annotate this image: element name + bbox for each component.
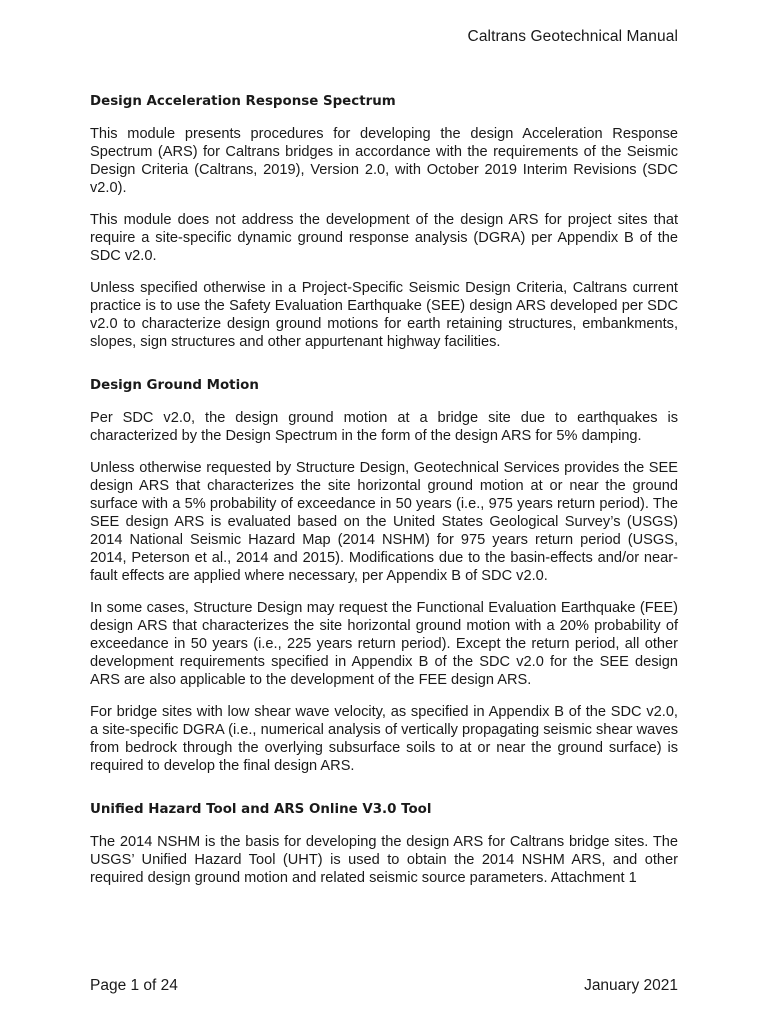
paragraph: Unless otherwise requested by Structure Design, Geotechnical Services provides the SEE design ARS that characterizes the site horizontal ground motion at or near the ground surface with a 5% probability of exceedance in 50 years (i.e., 975 years return period). The SEE design ARS is evaluated based on the United States Geological Survey’s (USGS) 2014 National Seismic Hazard Map (2014 NSHM) for 975 years return period (USGS, 2014, Peterson et al., 2014 and 2015). Modifications due to the basin-effects and/or near-fault effects are applied where necessary, per Appendix B of SDC v2.0. (90, 460, 678, 584)
paragraph: In some cases, Structure Design may request the Functional Evaluation Earthquake (FEE) design ARS that characterizes the site horizontal ground motion with a 20% probability of exceedance in 50 years (i.e., 225 years return period). Except the return period, all other development requirements specified in Appendix B of the SDC v2.0 for the SEE design ARS are also applicable to the development of the FEE design ARS. (90, 600, 678, 688)
page-content (90, 93, 678, 901)
section-heading: Design Ground Motion (90, 378, 259, 393)
paragraph: Unless specified otherwise in a Project-Specific Seismic Design Criteria, Caltrans current practice is to use the Safety Evaluation Earthquake (SEE) design ARS developed per SDC v2.0 to characterize design ground motions for earth retaining structures, embankments, slopes, sign structures and other appurtenant highway facilities. (90, 280, 678, 350)
section-design-ground-motion (90, 377, 678, 775)
paragraph: Per SDC v2.0, the design ground motion at a bridge site due to earthquakes is characterized by the Design Spectrum in the form of the design ARS for 5% damping. (90, 410, 678, 444)
section-heading: Design Acceleration Response Spectrum (90, 94, 396, 109)
paragraph: The 2014 NSHM is the basis for developing the design ARS for Caltrans bridge sites. The USGS’ Unified Hazard Tool (UHT) is used to obtain the 2014 NSHM ARS, and other required design ground motion and related seismic source parameters. Attachment 1 (90, 834, 678, 886)
section-unified-hazard-tool (90, 801, 678, 887)
section-design-ars (90, 93, 678, 351)
footer-date: January 2021 (584, 977, 678, 994)
section-heading: Unified Hazard Tool and ARS Online V3.0 Tool (90, 802, 432, 817)
page-footer (90, 977, 678, 995)
paragraph: For bridge sites with low shear wave velocity, as specified in Appendix B of the SDC v2.0, a site-specific DGRA (i.e., numerical analysis of vertically propagating seismic shear waves from bedrock through the overlying subsurface soils to at or near the ground surface) is required to develop the final design ARS. (90, 704, 678, 774)
paragraph: This module presents procedures for developing the design Acceleration Response Spectrum (ARS) for Caltrans bridges in accordance with the requirements of the Seismic Design Criteria (Caltrans, 2019), Version 2.0, with October 2019 Interim Revisions (SDC v2.0). (90, 126, 678, 196)
running-header: Caltrans Geotechnical Manual (467, 28, 678, 45)
page-number: Page 1 of 24 (90, 977, 178, 994)
paragraph: This module does not address the development of the design ARS for project sites that require a site-specific dynamic ground response analysis (DGRA) per Appendix B of the SDC v2.0. (90, 212, 678, 264)
